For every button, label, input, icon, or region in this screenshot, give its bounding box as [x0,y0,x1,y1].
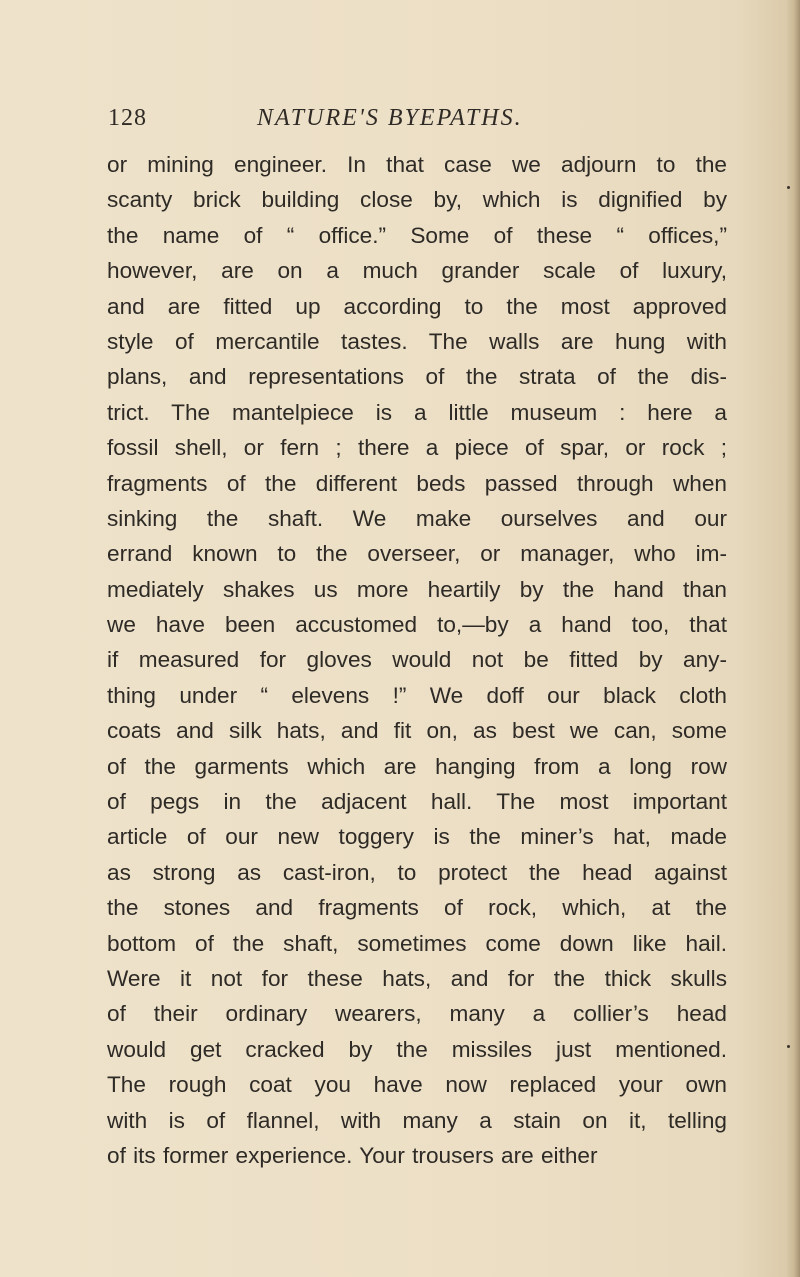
text-line: The rough coat you have now replaced your own [107,1072,727,1098]
page-edge-shadow [786,0,800,1277]
text-line: mediately shakes us more heartily by the hand than [107,576,727,602]
text-line: of its former experience. Your trousers are either [107,1142,598,1168]
text-line: or mining engineer. In that case we adjourn to the [107,152,727,177]
page-header [100,105,720,145]
text-line: the stones and fragments of rock, which, at the [107,895,727,921]
text-line: coats and silk hats, and fit on, as best we can, some [107,718,727,744]
text-line: sinking the shaft. We make ourselves and our [107,505,727,531]
text-line: of pegs in the adjacent hall. The most important [107,789,727,815]
text-line: Were it not for these hats, and for the thick skulls [107,965,727,991]
text-line: fragments of the different beds passed through when [107,470,727,496]
text-line: scanty brick building close by, which is dignified by [107,187,727,213]
text-line: style of mercantile tastes. The walls are hung with [107,328,727,354]
text-line: article of our new toggery is the miner’s hat, made [107,824,727,850]
text-line: as strong as cast-iron, to protect the head against [107,859,727,885]
text-line: however, are on a much grander scale of luxury, [107,258,727,284]
text-line: if measured for gloves would not be fitted by any- [107,647,727,673]
edge-mark [787,186,790,189]
text-line: would get cracked by the missiles just mentioned. [107,1036,727,1062]
text-line: the name of “ office.” Some of these “ offices,” [107,222,727,248]
text-line: thing under “ elevens !” We doff our black cloth [107,682,727,708]
text-line: bottom of the shaft, sometimes come down like hail. [107,930,727,956]
text-line: of their ordinary wearers, many a collier’s head [107,1001,727,1027]
text-line: we have been accustomed to,—by a hand too, that [107,612,727,638]
text-line: plans, and representations of the strata of the dis- [107,364,727,390]
running-title: NATURE'S BYEPATHS. [257,105,523,131]
body-text [107,147,727,1173]
text-line: of the garments which are hanging from a long row [107,753,727,779]
text-line: trict. The mantelpiece is a little museum : here a [107,399,727,425]
text-line: fossil shell, or fern ; there a piece of spar, or rock ; [107,435,727,461]
text-line: errand known to the overseer, or manager, who im- [107,541,727,567]
page-number: 128 [108,105,147,131]
edge-mark [787,1045,790,1048]
text-line: with is of flannel, with many a stain on it, telling [107,1107,727,1133]
text-line: and are fitted up according to the most approved [107,293,727,319]
